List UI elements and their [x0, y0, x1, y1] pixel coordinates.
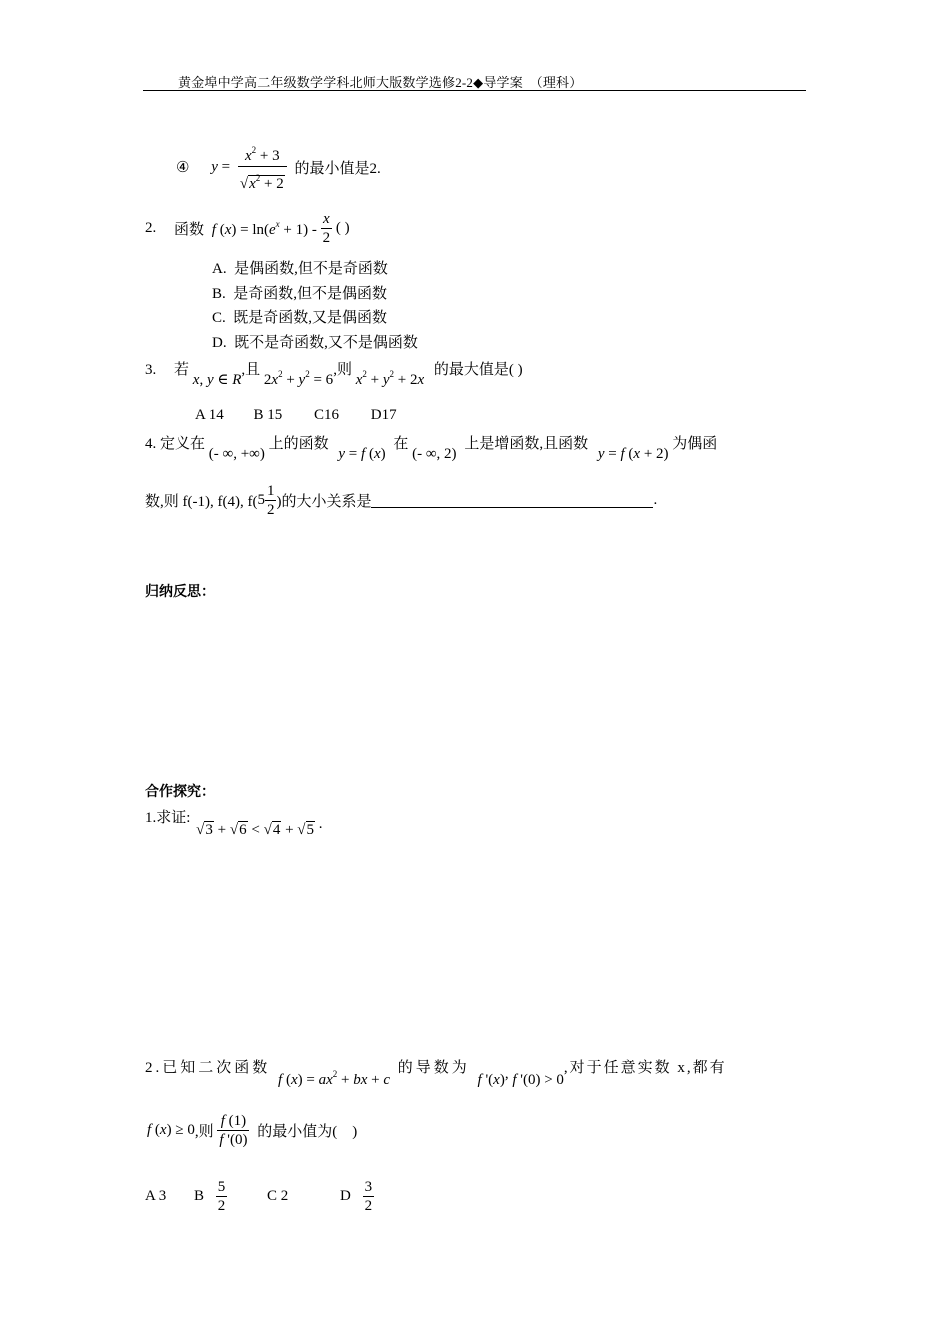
- p2-text: 的最小值为( ): [257, 1124, 358, 1140]
- q3-formula-a: x, y ∈ R: [192, 372, 242, 388]
- q4-text: 为偶函: [672, 436, 718, 452]
- p1: [145, 806, 323, 838]
- q2-number: 2.: [145, 220, 157, 236]
- q3-options: [195, 407, 397, 424]
- p2-formula-d: f (x) ≥ 0: [147, 1122, 195, 1138]
- q2-option-key: D.: [212, 335, 227, 351]
- q2-option-c: [212, 306, 387, 327]
- header-rule: [143, 90, 806, 91]
- item-4-formula: y =: [211, 159, 231, 175]
- q4-interval-a: (- ∞, +∞): [208, 446, 265, 462]
- item-4: [176, 140, 381, 195]
- q4-answer-blank[interactable]: [371, 493, 653, 508]
- q4-text: 上的函数: [268, 436, 329, 452]
- q2-option-b: [212, 282, 387, 303]
- reflect-heading: 归纳反思：: [145, 584, 215, 600]
- q4-formula-a: y = f (x): [338, 446, 386, 462]
- p1-label: 1.求证:: [145, 810, 191, 826]
- q4-end: .: [653, 492, 658, 508]
- p2-option-b-fraction: $\frac{5}{2}$: [217, 1179, 226, 1214]
- q2-option-key: A.: [212, 261, 227, 277]
- q3-formula-c: $x^2 + y^2 + 2x$: [355, 369, 425, 388]
- q4-mixed-whole: 5: [257, 492, 265, 508]
- p2-formula-c: f '(0) > 0: [512, 1072, 564, 1088]
- p2-ratio: $\frac{f (1)}{f '(0)}$: [219, 1113, 248, 1148]
- q3-text: ,且: [241, 362, 261, 378]
- item-4-label: ④: [176, 160, 190, 176]
- p2-option-c: C 2: [267, 1188, 289, 1204]
- q3-option-c: C16: [314, 407, 340, 423]
- p2-option-d-fraction: $\frac{3}{2}$: [364, 1179, 373, 1214]
- q3-stem: [145, 358, 523, 388]
- q4-text: 数,则 f(-1), f(4), f(: [145, 494, 258, 510]
- p1-inequality: √3 + √6 < √4 + √5: [196, 822, 315, 838]
- q4-text: )的大小关系是: [276, 494, 372, 510]
- p2-option-a: A 3: [145, 1188, 167, 1204]
- q4-line1: [145, 432, 718, 462]
- q3-text: 若: [174, 362, 190, 378]
- q2-option-a: [212, 257, 388, 278]
- p2-line1: 2.已知二次函数 f $(x) = ax^2$ + bx + c 的导数为 f '(x), f '(0) > 0,对于任意实数 x,都有: [145, 1060, 727, 1088]
- q4-text: 定义在: [160, 436, 206, 452]
- q3-text: ,则: [333, 362, 352, 378]
- q2-option-text: 是奇函数,但不是偶函数: [233, 286, 388, 302]
- q2-formula: f $(x) = \ln(e^x + 1)$ -: [211, 218, 317, 238]
- p2-option-d: D: [340, 1188, 351, 1204]
- q4-formula-b: y = f (x + 2): [597, 446, 669, 462]
- p2-formula-a: f $(x) = ax^2$ + bx + c: [278, 1069, 391, 1088]
- p2-options: [145, 1178, 374, 1215]
- q4-text: 上是增函数,且函数: [464, 436, 589, 452]
- item-4-fraction: $\frac{x^2 + 3}{√x^2 + 2}$: [238, 140, 287, 195]
- p1-end: .: [318, 816, 323, 832]
- p2-formula-b: f '(x): [477, 1072, 505, 1088]
- q4-mixed-fraction: $\frac{1}{2}$: [266, 483, 275, 518]
- q2-option-text: 既是奇函数,又是偶函数: [233, 310, 388, 326]
- p2-text: 的导数为: [397, 1060, 470, 1076]
- p2-text: ,则: [194, 1124, 214, 1140]
- q2-stem-text: 函数: [174, 222, 205, 238]
- item-4-tail: 的最小值是2.: [294, 161, 381, 177]
- q3-tail: 的最大值是( ): [433, 362, 523, 378]
- q3-formula-b: $2x^2 + y^2 = 6$: [263, 369, 334, 388]
- p2-line2: [147, 1112, 357, 1149]
- q3-number: 3.: [145, 362, 157, 378]
- q2-option-text: 是偶函数,但不是奇函数: [234, 261, 388, 277]
- q4-interval-b: (- ∞, 2): [412, 446, 457, 462]
- q2-option-d: [212, 331, 418, 352]
- q2-blank: ( ): [335, 220, 350, 236]
- q4-line2: [145, 482, 657, 519]
- q3-option-a: A 14: [195, 407, 224, 423]
- q4-text: 在: [393, 436, 409, 452]
- p2-label: 2.已知二次函数: [145, 1060, 271, 1076]
- q2-stem: [145, 210, 350, 247]
- q2-option-key: B.: [212, 286, 226, 302]
- page-header: 黄金埠中学高二年级数学学科北师大版数学选修2-2◆导学案 （理科）: [178, 75, 583, 90]
- q2-option-text: 既不是奇函数,又不是偶函数: [234, 335, 418, 351]
- q4-number: 4.: [145, 436, 157, 452]
- q3-option-d: D17: [370, 407, 397, 423]
- q2-option-key: C.: [212, 310, 226, 326]
- p2-text: ,对于任意实数 x,都有: [563, 1060, 727, 1076]
- q3-option-b: B 15: [253, 407, 283, 423]
- q2-fraction: $\frac{x}{2}$: [322, 211, 331, 246]
- p2-option-b: B: [194, 1188, 205, 1204]
- coop-heading: 合作探究：: [145, 784, 215, 800]
